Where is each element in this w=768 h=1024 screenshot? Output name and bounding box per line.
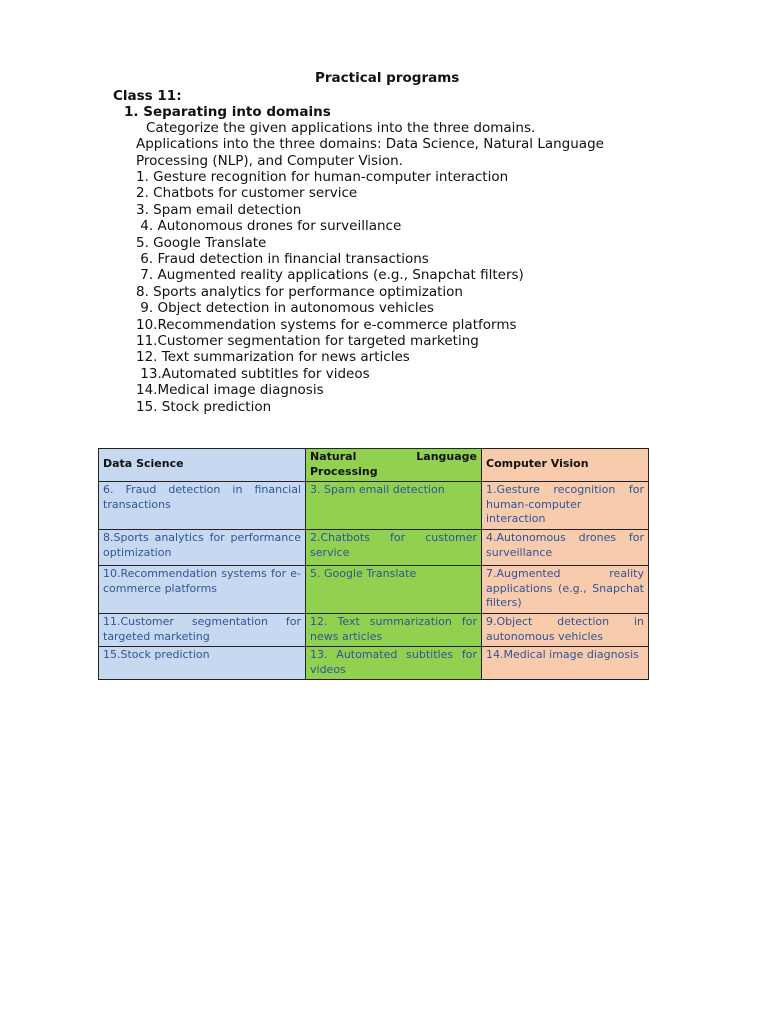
list-item: 12. Text summarization for news articles xyxy=(136,349,410,366)
header-nlp-word: Natural xyxy=(310,450,357,463)
table-cell: 11.Customer segmentation for targeted marketing xyxy=(99,614,306,647)
header-data-science: Data Science xyxy=(99,449,306,482)
table-cell: 13. Automated subtitles for videos xyxy=(306,647,482,680)
list-item: 15. Stock prediction xyxy=(136,398,272,415)
table-row xyxy=(99,647,649,680)
table-row xyxy=(99,566,649,614)
header-nlp-word: Language xyxy=(416,450,477,463)
list-item: 5. Google Translate xyxy=(136,234,267,251)
list-item: 4. Autonomous drones for surveillance xyxy=(136,218,402,235)
table-row xyxy=(99,530,649,566)
list-item: 8. Sports analytics for performance optimization xyxy=(136,283,463,300)
intro-paragraph xyxy=(136,120,676,169)
table-cell: 1.Gesture recognition for human-computer interaction xyxy=(482,482,649,530)
table-header-row xyxy=(99,449,649,482)
table-cell: 7.Augmented reality applications (e.g., Snapchat filters) xyxy=(482,566,649,614)
list-item: 3. Spam email detection xyxy=(136,201,302,218)
intro-line: Categorize the given applications into the three domains. xyxy=(146,120,536,136)
list-item: 14.Medical image diagnosis xyxy=(136,382,324,399)
list-item: 6. Fraud detection in financial transactions xyxy=(136,251,429,268)
table-cell: 9.Object detection in autonomous vehicles xyxy=(482,614,649,647)
list-item: 7. Augmented reality applications (e.g., Snapchat filters) xyxy=(136,267,524,284)
list-item: 10.Recommendation systems for e-commerce platforms xyxy=(136,316,517,333)
table-cell: 2.Chatbots for customer service xyxy=(306,530,482,566)
list-item: 13.Automated subtitles for videos xyxy=(136,365,370,382)
section-heading: 1. Separating into domains xyxy=(124,104,331,120)
list-item: 9. Object detection in autonomous vehicles xyxy=(136,300,434,317)
table-cell: 5. Google Translate xyxy=(306,566,482,614)
list-item: 1. Gesture recognition for human-computer interaction xyxy=(136,169,509,185)
intro-line: Applications into the three domains: Data Science, Natural Language xyxy=(136,136,604,153)
domains-table xyxy=(98,448,649,680)
intro-line: Processing (NLP), and Computer Vision. xyxy=(136,152,403,169)
table-row xyxy=(99,482,649,530)
table-row xyxy=(99,614,649,647)
table-cell: 3. Spam email detection xyxy=(306,482,482,530)
table-cell: 15.Stock prediction xyxy=(99,647,306,680)
applications-list xyxy=(136,169,524,415)
table-cell: 6. Fraud detection in financial transactions xyxy=(99,482,306,530)
table-cell: 12. Text summarization for news articles xyxy=(306,614,482,647)
header-nlp xyxy=(306,449,482,482)
list-item: 11.Customer segmentation for targeted marketing xyxy=(136,333,479,350)
table-cell: 8.Sports analytics for performance optimization xyxy=(99,530,306,566)
list-item: 2. Chatbots for customer service xyxy=(136,185,358,202)
class-heading: Class 11: xyxy=(113,88,182,104)
header-nlp-word: Processing xyxy=(310,464,378,478)
table-cell: 14.Medical image diagnosis xyxy=(482,647,649,680)
table-cell: 10.Recommendation systems for e-commerce platforms xyxy=(99,566,306,614)
header-computer-vision: Computer Vision xyxy=(482,449,649,482)
page-title: Practical programs xyxy=(315,70,460,86)
table-cell: 4.Autonomous drones for surveillance xyxy=(482,530,649,566)
